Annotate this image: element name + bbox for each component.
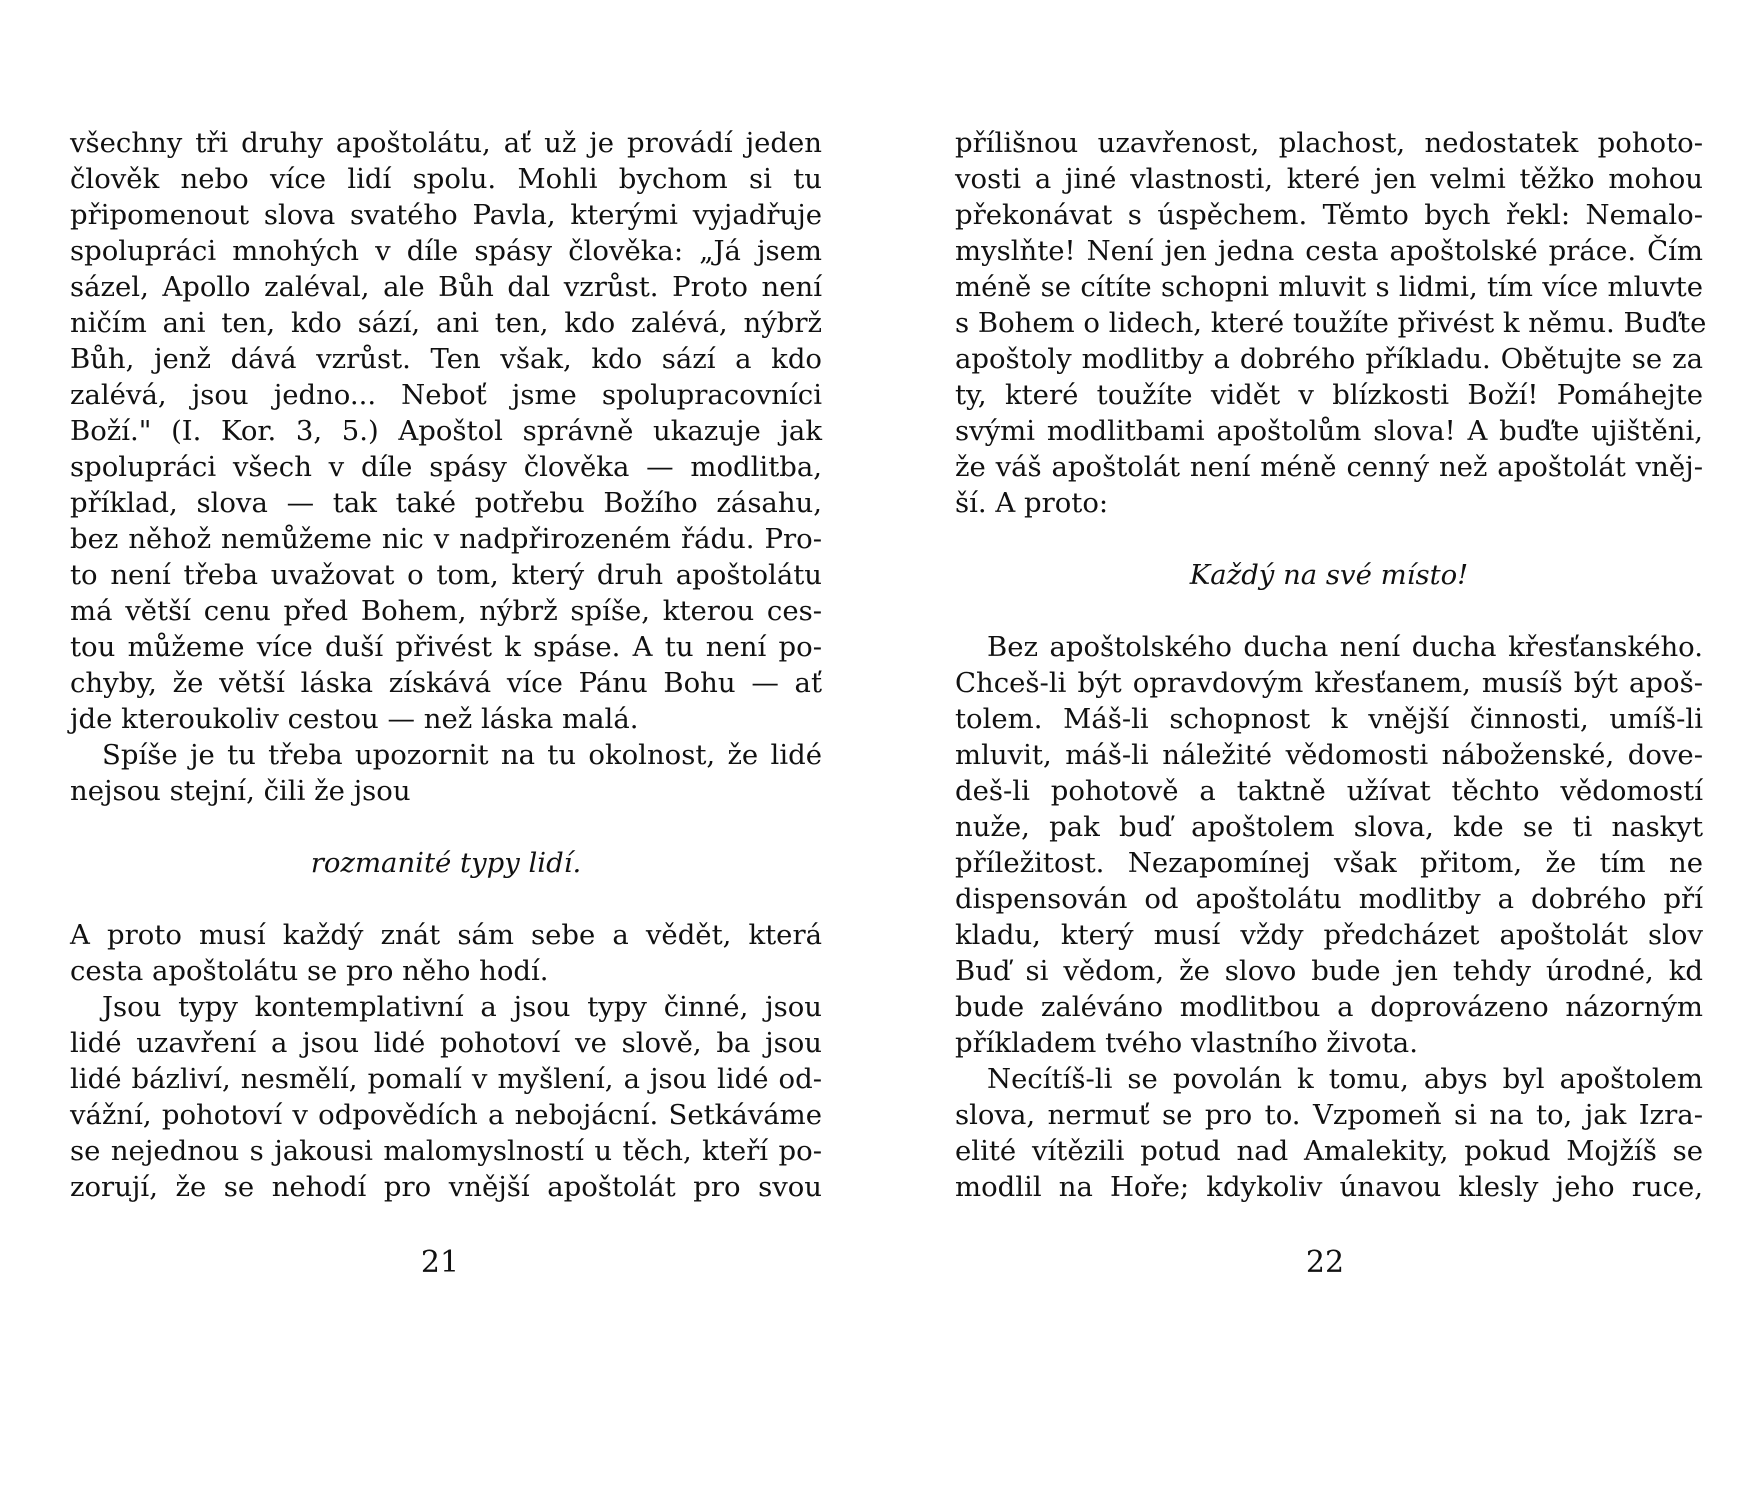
paragraph [955, 125, 1707, 521]
paragraph [70, 989, 822, 1205]
text-line: kladu, který musí vždy předcházet apoštolát slov [955, 919, 1703, 951]
text-line: člověk nebo více lidí spolu. Mohli bychom si tu [70, 163, 822, 195]
section-heading: Každý na své místo! [1189, 559, 1469, 591]
text-line: to není třeba uvažovat o tom, který druh apoštolátu [70, 559, 822, 591]
text-line: s Bohem o lidech, které toužíte přivést k němu. Buďte [955, 307, 1707, 339]
right-page [955, 125, 1707, 1205]
text-line: překonávat s úspěchem. Těmto bych řekl: Nemalo- [955, 199, 1703, 231]
text-line: myslňte! Není jen jedna cesta apoštolské práce. Čím [955, 235, 1703, 267]
page-number-right: 22 [1305, 1245, 1345, 1280]
text-line: spolupráci všech v díle spásy člověka — modlitba, [70, 451, 822, 483]
text-line: příkladem tvého vlastního života. [955, 1027, 1418, 1059]
text-line: Chceš-li být opravdovým křesťanem, musíš být apoš- [955, 667, 1703, 699]
text-line: připomenout slova svatého Pavla, kterými vyjadřuje [70, 199, 822, 231]
text-line: tou můžeme více duší přivést k spáse. A tu není po- [70, 631, 822, 663]
text-line: modlil na Hoře; kdykoliv únavou klesly jeho ruce, [955, 1171, 1703, 1203]
text-line: cesta apoštolátu se pro něho hodí. [70, 955, 549, 987]
text-line: Necítíš-li se povolán k tomu, abys byl apoštolem [987, 1063, 1703, 1095]
paragraph [70, 737, 822, 809]
text-line: se nejednou s jakousi malomyslností u těch, kteří po- [70, 1135, 822, 1167]
text-line: méně se cítíte schopni mluvit s lidmi, tím více mluvte [955, 271, 1703, 303]
text-line: Bez apoštolského ducha není ducha křesťanského. [987, 631, 1703, 663]
paragraph [70, 917, 822, 989]
text-line: příklad, slova — tak také potřebu Božího zásahu, [70, 487, 822, 519]
text-line: Bůh, jenž dává vzrůst. Ten však, kdo sází a kdo [70, 343, 822, 375]
text-line: bude zaléváno modlitbou a doprovázeno názorným [955, 991, 1703, 1023]
text-line: ty, které toužíte vidět v blízkosti Boží! Pomáhejte [955, 379, 1703, 411]
text-line: přílišnou uzavřenost, plachost, nedostatek pohoto- [955, 127, 1703, 159]
text-line: deš-li pohotově a taktně užívat těchto vědomostí [955, 775, 1703, 807]
section-heading: rozmanité typy lidí. [310, 847, 582, 879]
paragraph [70, 125, 822, 737]
paragraph [955, 629, 1703, 1061]
text-line: nuže, pak buď apoštolem slova, kde se ti naskyt [955, 811, 1703, 843]
text-line: bez něhož nemůžeme nic v nadpřirozeném řádu. Pro- [70, 523, 822, 555]
text-line: lidé uzavření a jsou lidé pohotoví ve slově, ba jsou [70, 1027, 822, 1059]
text-line: má větší cenu před Bohem, nýbrž spíše, kterou ces- [70, 595, 822, 627]
text-line: spolupráci mnohých v díle spásy člověka: „Já jsem [70, 235, 822, 267]
text-line: svými modlitbami apoštolům slova! A buďte ujištěni, [955, 415, 1703, 447]
text-line: elité vítězili potud nad Amalekity, pokud Mojžíš se [955, 1135, 1703, 1167]
left-page [70, 125, 822, 1205]
text-line: A proto musí každý znát sám sebe a vědět, která [70, 919, 822, 951]
text-line: tolem. Máš-li schopnost k vnější činnosti, umíš-li [955, 703, 1703, 735]
text-line: mluvit, máš-li náležité vědomosti náboženské, dove- [955, 739, 1703, 771]
text-line: že váš apoštolát není méně cenný než apoštolát vněj- [955, 451, 1703, 483]
text-line: vážní, pohotoví v odpovědích a nebojácní. Setkáváme [70, 1099, 822, 1131]
text-line: příležitost. Nezapomínej však přitom, že tím ne [955, 847, 1703, 879]
text-line: dispensován od apoštolátu modlitby a dobrého pří [955, 883, 1703, 915]
text-line: vosti a jiné vlastnosti, které jen velmi těžko mohou [955, 163, 1703, 195]
text-line: ničím ani ten, kdo sází, ani ten, kdo zalévá, nýbrž [70, 307, 822, 339]
text-line: Boží." (I. Kor. 3, 5.) Apoštol správně ukazuje jak [70, 415, 822, 447]
text-line: jde kteroukoliv cestou — než láska malá. [70, 703, 639, 735]
text-line: Buď si vědom, že slovo bude jen tehdy úrodné, kd [955, 955, 1703, 987]
text-line: slova, nermuť se pro to. Vzpomeň si na to, jak Izra- [955, 1099, 1703, 1131]
text-line: zalévá, jsou jedno... Neboť jsme spolupracovníci [70, 379, 822, 411]
text-line: lidé bázliví, nesmělí, pomalí v myšlení, a jsou lidé od- [70, 1063, 822, 1095]
text-line: Jsou typy kontemplativní a jsou typy činné, jsou [102, 991, 822, 1023]
text-line: Spíše je tu třeba upozornit na tu okolnost, že lidé [102, 739, 822, 771]
text-line: všechny tři druhy apoštolátu, ať už je provádí jeden [70, 127, 822, 159]
page-number-left: 21 [420, 1245, 460, 1280]
text-line: apoštoly modlitby a dobrého příkladu. Obětujte se za [955, 343, 1703, 375]
text-line: zorují, že se nehodí pro vnější apoštolát pro svou [70, 1171, 822, 1203]
text-line: sázel, Apollo zaléval, ale Bůh dal vzrůst. Proto není [70, 271, 822, 303]
text-line: nejsou stejní, čili že jsou [70, 775, 411, 807]
text-line: chyby, že větší láska získává více Pánu Bohu — ať [70, 667, 822, 699]
paragraph [955, 1061, 1703, 1205]
text-line: ší. A proto: [955, 487, 1109, 519]
